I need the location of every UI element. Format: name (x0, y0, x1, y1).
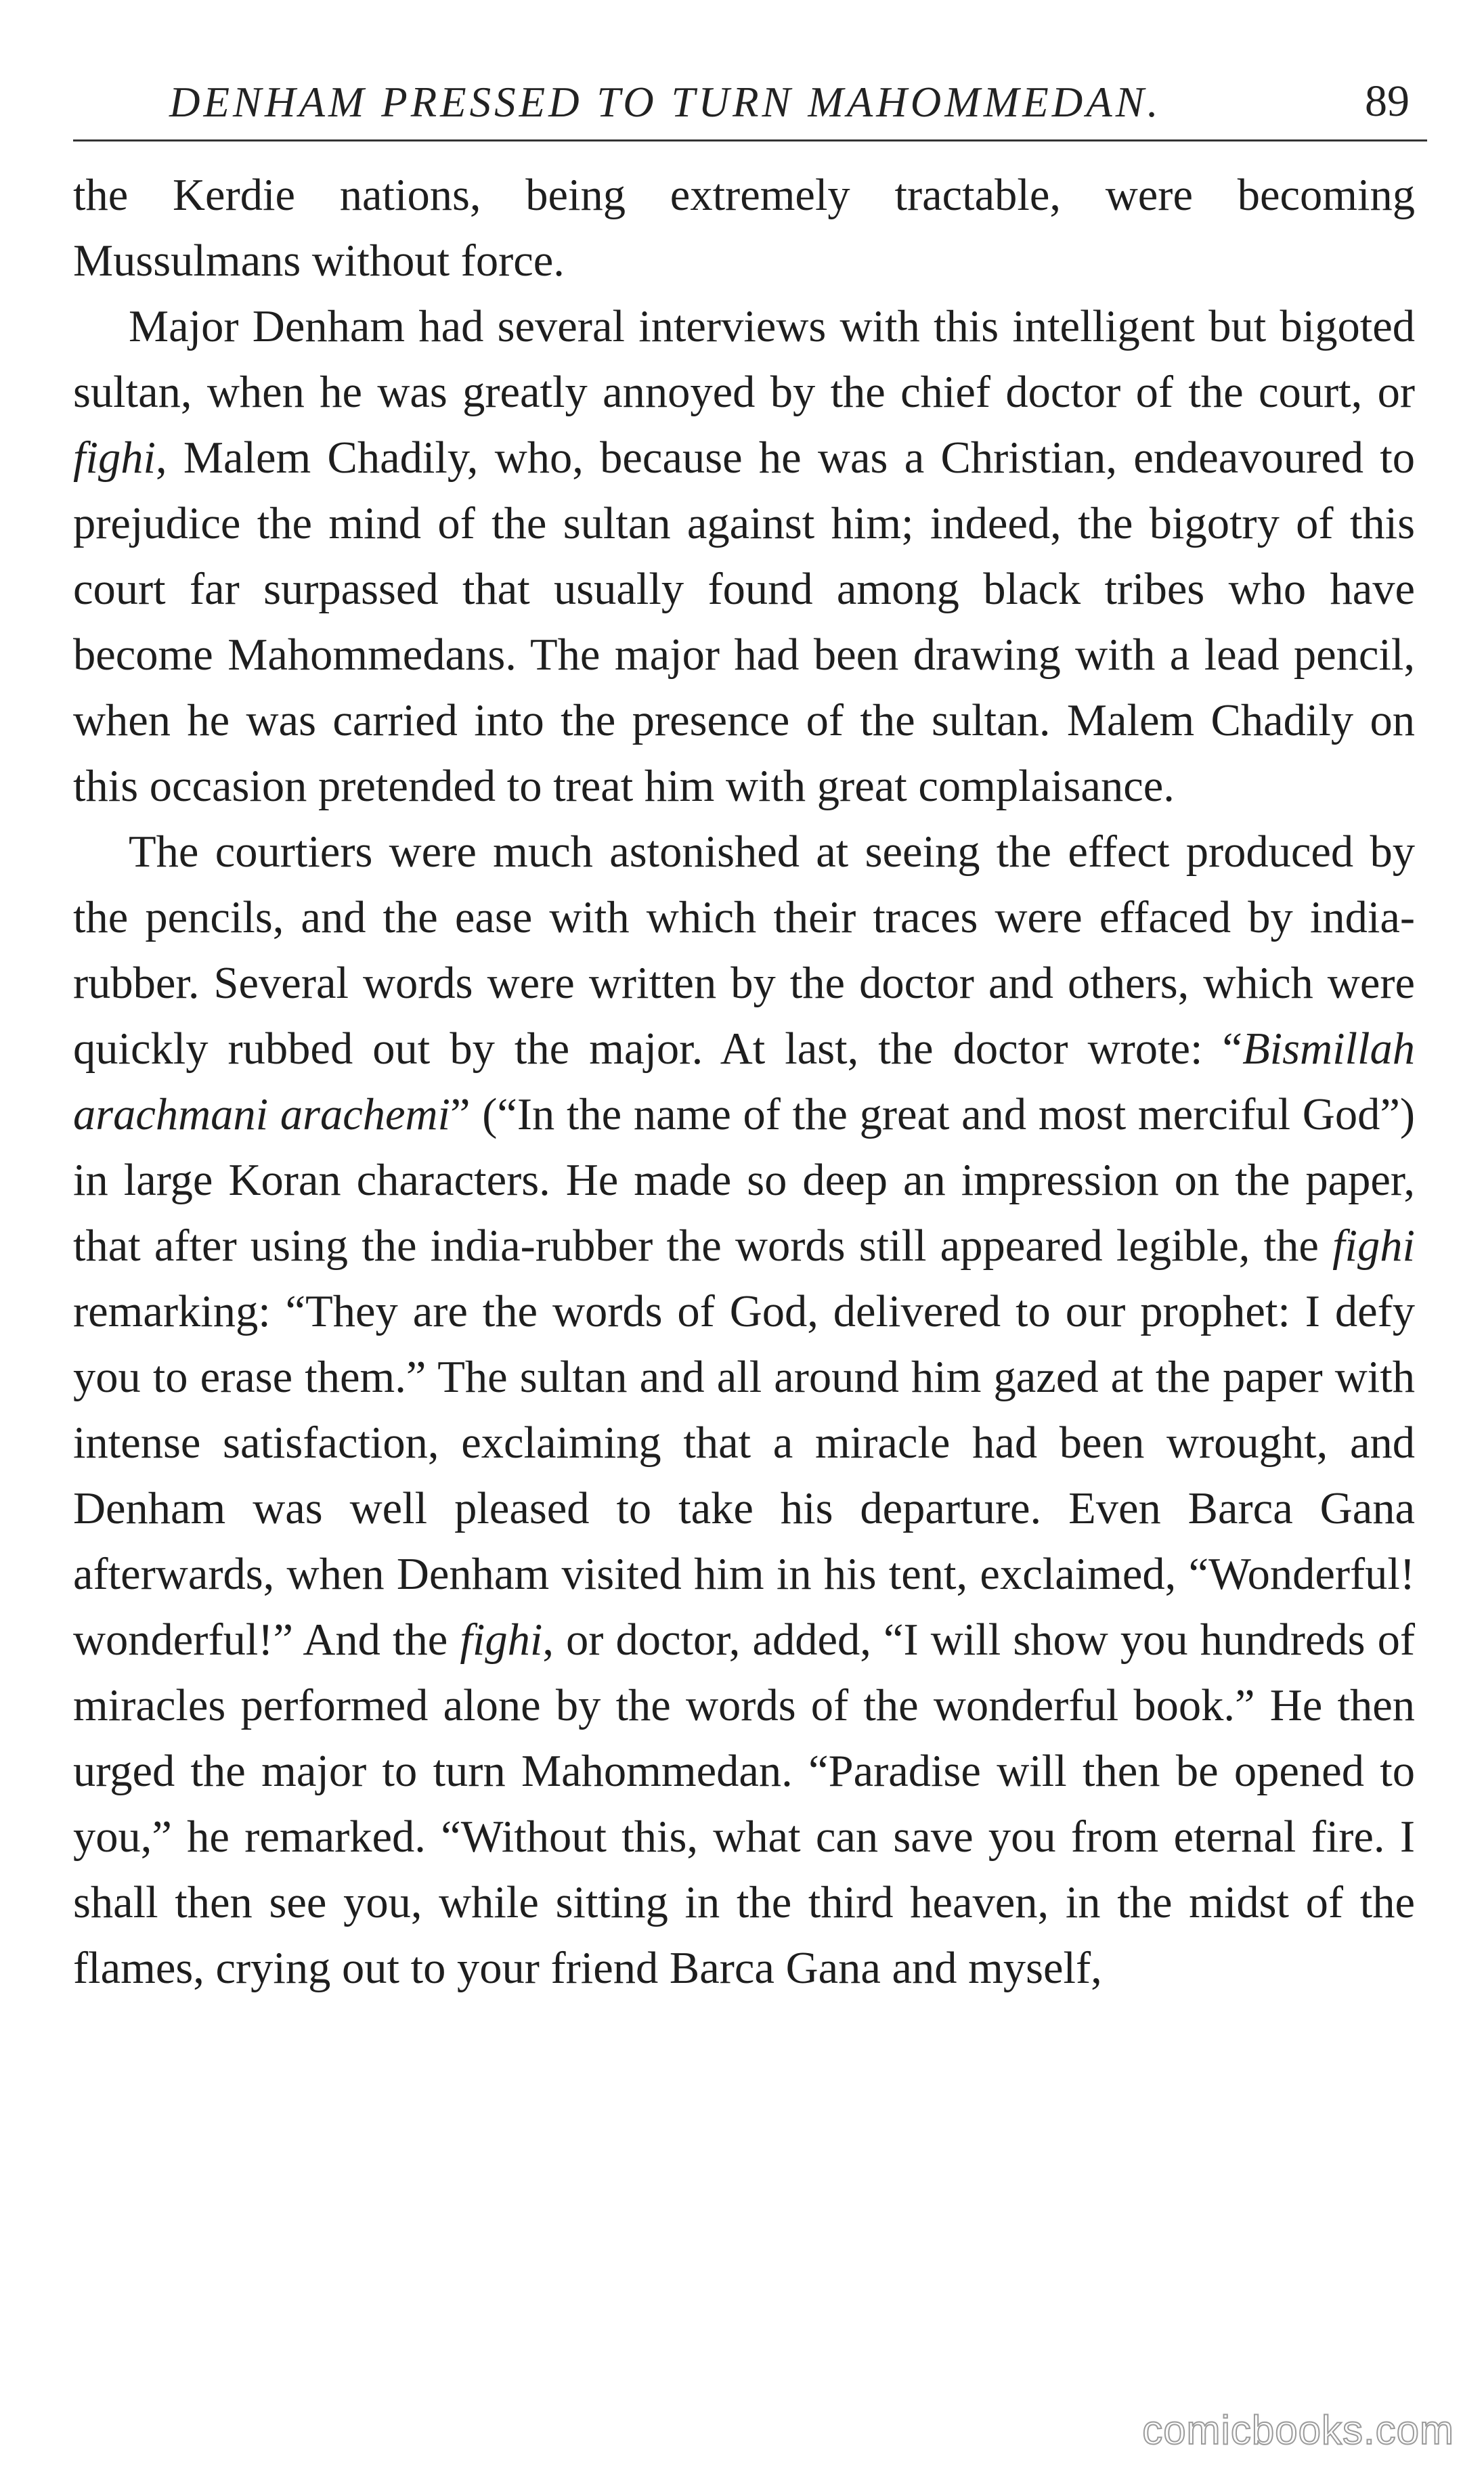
text-run: remarking: “They are the words of God, delivered to our prophet: I defy you to erase them.” The sultan and all around him gazed at the paper with intense satisfaction, exclaiming that a miracle had been wrought, and Denham was well pleased to take his departure. Even Barca Gana afterwards, when Denham visited him in his tent, exclaimed, “Wonderful! wonderful!” And the (73, 1287, 1415, 1665)
body-text (73, 162, 1415, 2001)
watermark-logo: comicbooks.com (1142, 2407, 1454, 2453)
italic-text: fighi (73, 433, 156, 483)
italic-text: fighi (460, 1615, 543, 1665)
paragraph (73, 819, 1415, 2001)
italic-text: fighi (1332, 1221, 1415, 1271)
paragraph (73, 162, 1415, 294)
header-rule (73, 139, 1427, 141)
running-title: DENHAM PRESSED TO TURN MAHOMMEDAN. (169, 79, 1162, 126)
text-run: the Kerdie nations, being extremely tractable, were becoming Mussulmans without force. (73, 171, 1415, 286)
text-run: , or doctor, added, “I will show you hundreds of miracles performed alone by the words of the wonderful book.” He then urged the major to turn Mahommedan. “Paradise will then be opened to you,” he remarked. “Without this, what can save you from eternal fire. I shall then see you, while sitting in the third heaven, in the midst of the flames, crying out to your friend Barca Gana and myself, (73, 1615, 1415, 1993)
text-run: The courtiers were much astonished at seeing the effect produced by the pencils, and the ease with which their traces were effaced by india-rubber. Several words were written by the doctor and others, which were quickly rubbed out by the major. At last, the doctor wrote: “ (73, 827, 1415, 1074)
text-run: , Malem Chadily, who, because he was a Christian, endeavoured to prejudice the mind of the sultan against him; indeed, the bigotry of this court far surpassed that usually found among black tribes who have become Mahommedans. The major had been drawing with a lead pencil, when he was carried into the presence of the sultan. Malem Chadily on this occasion pretended to treat him with great complaisance. (73, 433, 1415, 811)
italic-text: Bismillah arachmani arachemi (73, 1024, 1415, 1139)
running-head (80, 53, 1410, 127)
text-run: ” (“In the name of the great and most merciful God”) in large Koran characters. He made so deep an impression on the paper, that after using the india-rubber the words still appeared legible, the (73, 1090, 1415, 1271)
paragraph (73, 294, 1415, 819)
page-number: 89 (1365, 76, 1410, 126)
text-run: Major Denham had several interviews with this intelligent but bigoted sultan, when he was greatly annoyed by the chief doctor of the court, or (73, 302, 1415, 417)
